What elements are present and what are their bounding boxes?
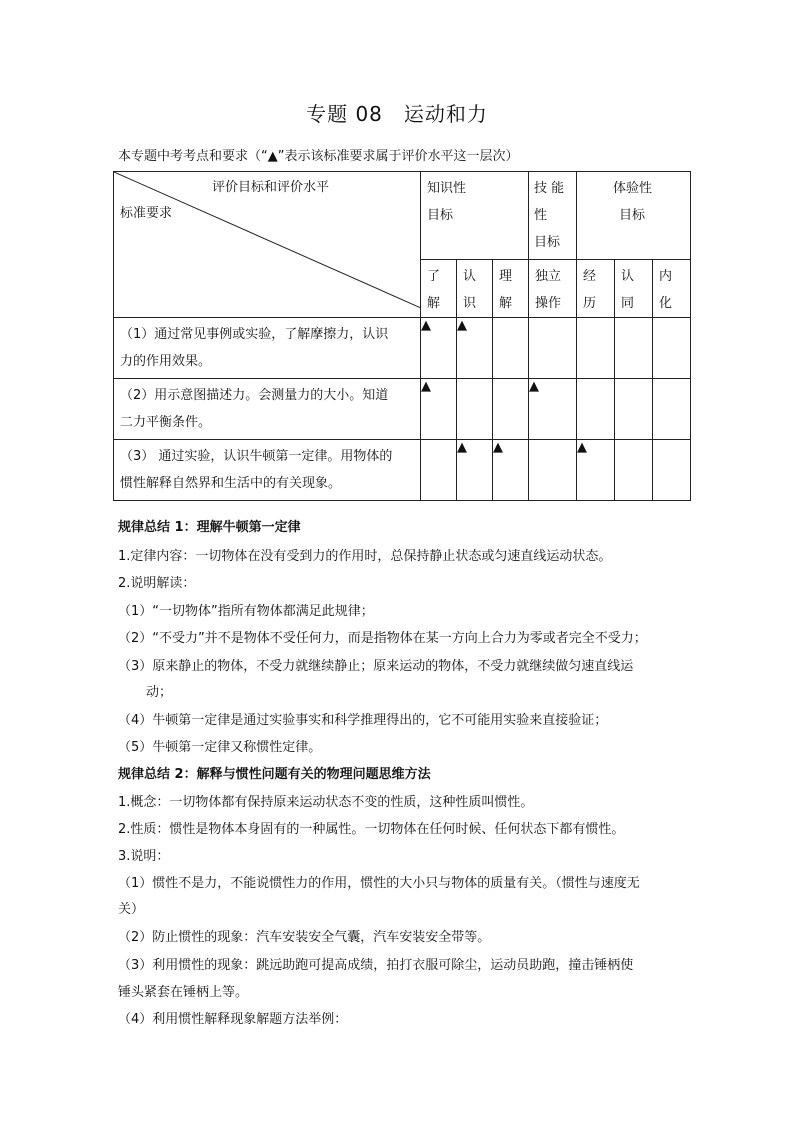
sub-header	[529, 260, 577, 318]
mark-cell	[653, 318, 691, 379]
mark-cell: ▲	[457, 318, 493, 379]
sub-label: 认	[621, 269, 635, 284]
mark-cell	[529, 440, 577, 501]
sub-header	[577, 260, 615, 318]
body-line: 1.定律内容：一切物体在没有受到力的作用时，总保持静止状态或匀速直线运动状态。	[118, 549, 612, 564]
sub-label: 解	[427, 296, 441, 311]
section2-heading: 规律总结 2：解释与惯性问题有关的物理问题思维方法	[118, 767, 431, 782]
mark-cell	[529, 318, 577, 379]
sub-label: 操作	[535, 296, 562, 311]
mark-cell: ▲	[421, 379, 457, 440]
group-label: 体验性	[613, 181, 653, 196]
sub-header	[457, 260, 493, 318]
requirements-table	[113, 171, 691, 501]
body-line: （4）利用惯性解释现象解题方法举例：	[118, 1012, 348, 1027]
mark-cell: ▲	[421, 318, 457, 379]
requirement-text	[114, 379, 421, 440]
mark-cell	[577, 318, 615, 379]
header-standard-label: 标准要求	[120, 206, 173, 221]
section1-heading: 规律总结 1：理解牛顿第一定律	[118, 520, 301, 535]
group-knowledge	[421, 172, 529, 260]
mark-cell	[421, 440, 457, 501]
sub-label: 经	[583, 269, 597, 284]
body-line: 关）	[118, 902, 145, 917]
mark-cell	[615, 318, 653, 379]
mark-cell	[653, 440, 691, 501]
table-row	[114, 318, 691, 379]
sub-label: 理	[499, 269, 513, 284]
body-line: （1）“一切物体”指所有物体都满足此规律；	[118, 604, 374, 619]
body-line: （3）利用惯性的现象：跳远助跑可提高成绩，拍打衣服可除尘，运动员助跑，撞击锤柄使	[118, 958, 634, 973]
sub-label: 认	[463, 269, 477, 284]
sub-label: 独立	[535, 269, 562, 284]
sub-label: 内	[659, 269, 673, 284]
body-line: （3）原来静止的物体，不受力就继续静止；原来运动的物体，不受力就继续做匀速直线运	[118, 659, 634, 674]
mark-cell	[457, 379, 493, 440]
mark-cell	[615, 440, 653, 501]
sub-label: 解	[499, 296, 513, 311]
table-diagonal-header	[114, 172, 421, 318]
table-row	[114, 379, 691, 440]
mark-cell	[493, 318, 529, 379]
body-line: 2.性质：惯性是物体本身固有的一种属性。一切物体在任何时候、任何状态下都有惯性。	[118, 822, 625, 837]
requirement-line: （1）通过常见事例或实验，了解摩擦力，认识	[120, 327, 389, 342]
sub-label: 历	[583, 296, 597, 311]
intro-text: 本专题中考考点和要求（“▲”表示该标准要求属于评价水平这一层次）	[118, 149, 519, 164]
requirement-text	[114, 440, 421, 501]
group-label: 目标	[534, 235, 561, 250]
mark-cell: ▲	[493, 440, 529, 501]
header-evaluation-label: 评价目标和评价水平	[212, 180, 330, 195]
group-skill	[529, 172, 577, 260]
body-line: 动；	[146, 685, 173, 700]
group-label: 性	[534, 208, 548, 223]
group-label: 知识性	[427, 181, 467, 196]
body-line: （4）牛顿第一定律是通过实验事实和科学推理得出的，它不可能用实验来直接验证；	[118, 713, 608, 728]
body-line: 2.说明解读：	[118, 576, 196, 591]
table-row	[114, 440, 691, 501]
mark-cell	[493, 379, 529, 440]
body-line: 3.说明：	[118, 849, 170, 864]
sub-label: 识	[463, 296, 477, 311]
mark-cell: ▲	[457, 440, 493, 501]
mark-cell: ▲	[577, 440, 615, 501]
mark-cell: ▲	[529, 379, 577, 440]
mark-cell	[653, 379, 691, 440]
sub-header	[421, 260, 457, 318]
body-line: （1）惯性不是力，不能说惯性力的作用，惯性的大小只与物体的质量有关。（惯性与速度无	[118, 876, 640, 891]
body-line: 1.概念：一切物体都有保持原来运动状态不变的性质，这种性质叫惯性。	[118, 795, 534, 810]
sub-header	[615, 260, 653, 318]
group-label: 目标	[427, 208, 454, 223]
sub-header	[653, 260, 691, 318]
requirement-line: （3） 通过实验，认识牛顿第一定律。用物体的	[120, 449, 393, 464]
requirement-line: 力的作用效果。	[120, 354, 212, 369]
page-title: 专题 08 运动和力	[306, 102, 488, 126]
body-line: 锤头紧套在锤柄上等。	[118, 985, 249, 1000]
sub-label: 同	[621, 296, 635, 311]
body-line: （2）防止惯性的现象：汽车安装安全气囊，汽车安装安全带等。	[118, 930, 491, 945]
sub-label: 了	[427, 269, 441, 284]
requirement-line: （2）用示意图描述力。会测量力的大小。知道	[120, 388, 389, 403]
group-label: 技 能	[534, 181, 565, 196]
requirement-text	[114, 318, 421, 379]
requirement-line: 惯性解释自然界和生活中的有关现象。	[120, 476, 342, 491]
group-label: 目标	[619, 208, 646, 223]
sub-header	[493, 260, 529, 318]
requirement-line: 二力平衡条件。	[120, 415, 212, 430]
group-experience	[577, 172, 691, 260]
body-line: （5）牛顿第一定律又称惯性定律。	[118, 740, 322, 755]
mark-cell	[615, 379, 653, 440]
sub-label: 化	[659, 296, 673, 311]
body-line: （2）“不受力”并不是物体不受任何力，而是指物体在某一方向上合力为零或者完全不受力；	[118, 631, 647, 646]
mark-cell	[577, 379, 615, 440]
